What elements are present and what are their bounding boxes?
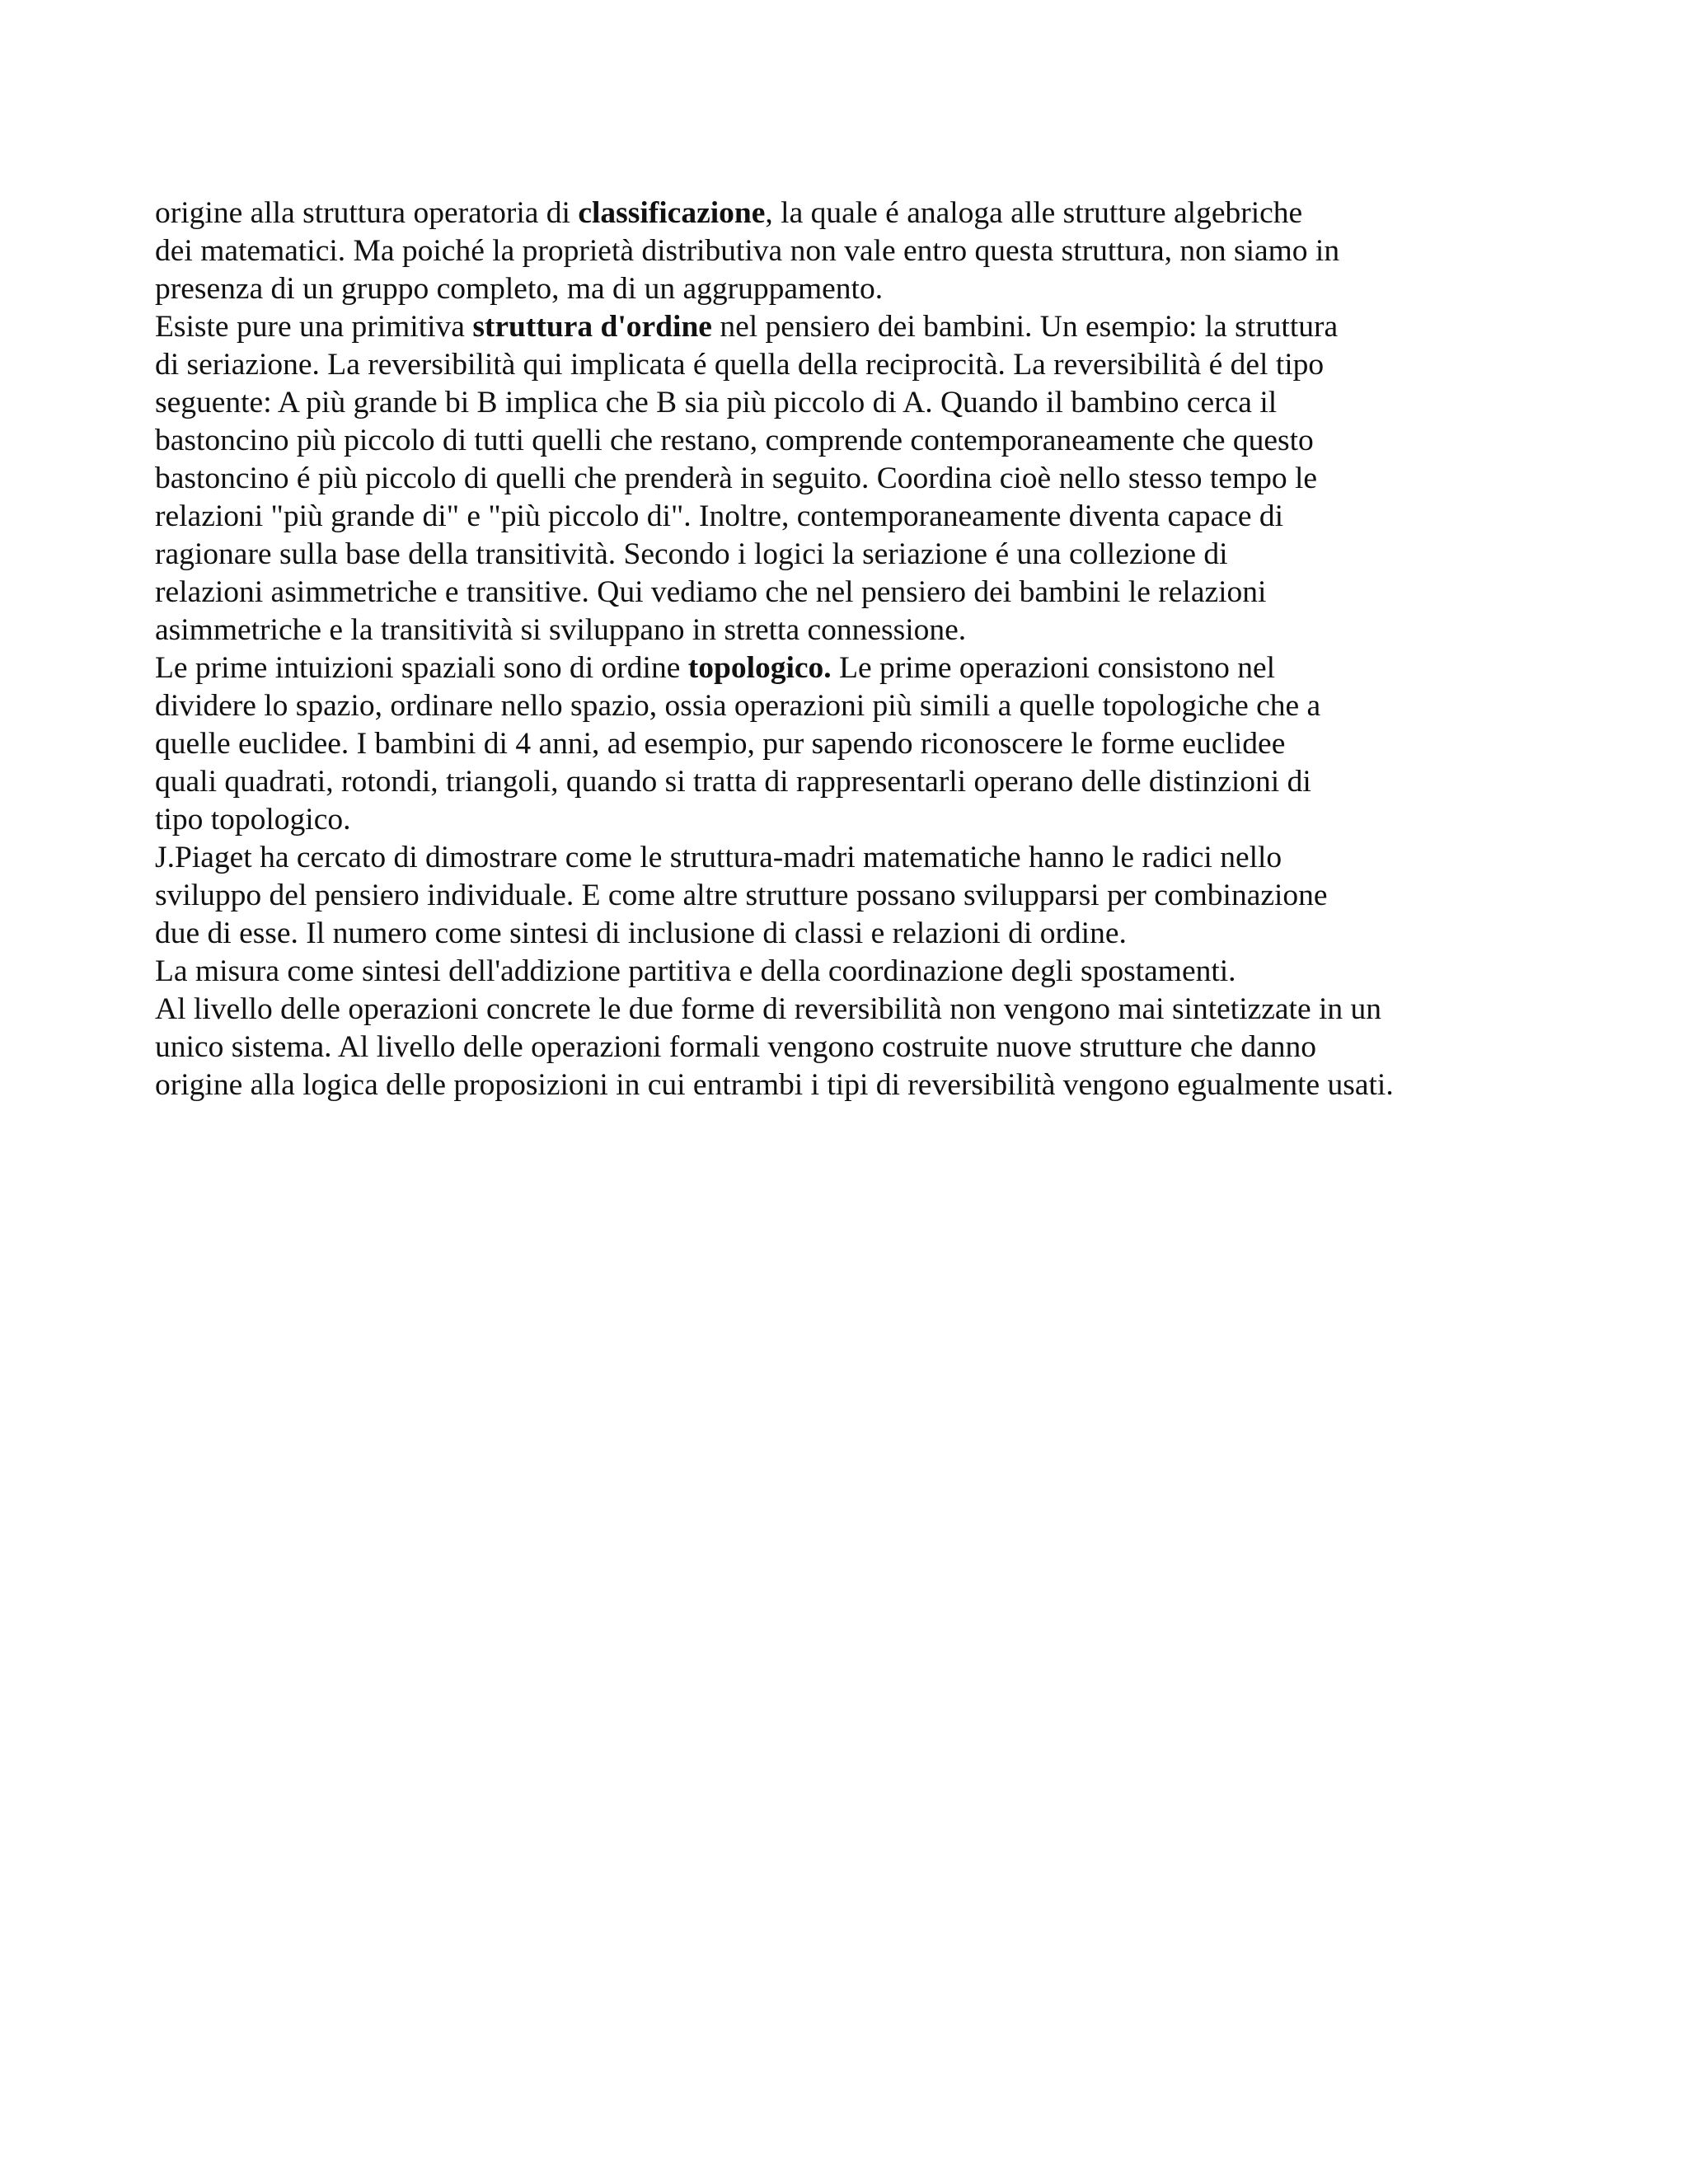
text-line: La misura come sintesi dell'addizione partitiva e della coordinazione degli spostamenti. (155, 954, 1236, 988)
text-line: relazioni asimmetriche e transitive. Qui vediamo che nel pensiero dei bambini le relazioni (155, 575, 1267, 609)
text-line: relazioni "più grande di" e "più piccolo di". Inoltre, contemporaneamente diventa capace di (155, 499, 1284, 533)
text-line: asimmetriche e la transitività si sviluppano in stretta connessione. (155, 613, 967, 647)
bold-term-topologico: topologico. (687, 651, 832, 685)
text-line: J.Piaget ha cercato di dimostrare come le struttura-madri matematiche hanno le radici nello (155, 841, 1282, 874)
text-line: quelle euclidee. I bambini di 4 anni, ad esempio, pur sapendo riconoscere le forme euclidee (155, 727, 1286, 761)
text-line: dei matematici. Ma poiché la proprietà distributiva non vale entro questa struttura, non siamo in (155, 234, 1340, 268)
text-line: origine alla logica delle proposizioni in cui entrambi i tipi di reversibilità vengono egualmente usati. (155, 1068, 1394, 1102)
text-line: Esiste pure una primitiva struttura d'ordine nel pensiero dei bambini. Un esempio: la struttura (155, 310, 1339, 344)
bold-term-classificazione: classificazione (578, 196, 766, 230)
text-line: Le prime intuizioni spaziali sono di ordine topologico. Le prime operazioni consistono nel (155, 651, 1276, 685)
text-line: di seriazione. La reversibilità qui implicata é quella della reciprocità. La reversibilità é del tipo (155, 348, 1325, 382)
text-line: sviluppo del pensiero individuale. E come altre strutture possano svilupparsi per combinazione (155, 879, 1328, 912)
text-line: bastoncino é più piccolo di quelli che prenderà in seguito. Coordina cioè nello stesso tempo le (155, 462, 1318, 495)
text-line: bastoncino più piccolo di tutti quelli che restano, comprende contemporaneamente che questo (155, 424, 1314, 457)
text-line: Al livello delle operazioni concrete le due forme di reversibilità non vengono mai sintetizzate in un (155, 992, 1382, 1026)
text-line: seguente: A più grande bi B implica che B sia più piccolo di A. Quando il bambino cerca il (155, 386, 1278, 419)
text-line: presenza di un gruppo completo, ma di un aggruppamento. (155, 272, 884, 306)
text-line: ragionare sulla base della transitività. Secondo i logici la seriazione é una collezione di (155, 537, 1228, 571)
bold-term-struttura-ordine: struttura d'ordine (472, 310, 712, 344)
text-line: dividere lo spazio, ordinare nello spazio, ossia operazioni più simili a quelle topologiche che a (155, 689, 1321, 723)
text-line: quali quadrati, rotondi, triangoli, quando si tratta di rappresentarli operano delle distinzioni di (155, 765, 1311, 799)
text-line: tipo topologico. (155, 803, 351, 837)
text-line: unico sistema. Al livello delle operazioni formali vengono costruite nuove strutture che danno (155, 1030, 1316, 1064)
text-line: origine alla struttura operatoria di classificazione, la quale é analoga alle strutture algebriche (155, 196, 1303, 230)
text-line: due di esse. Il numero come sintesi di inclusione di classi e relazioni di ordine. (155, 916, 1127, 950)
body-text (155, 194, 1507, 1104)
